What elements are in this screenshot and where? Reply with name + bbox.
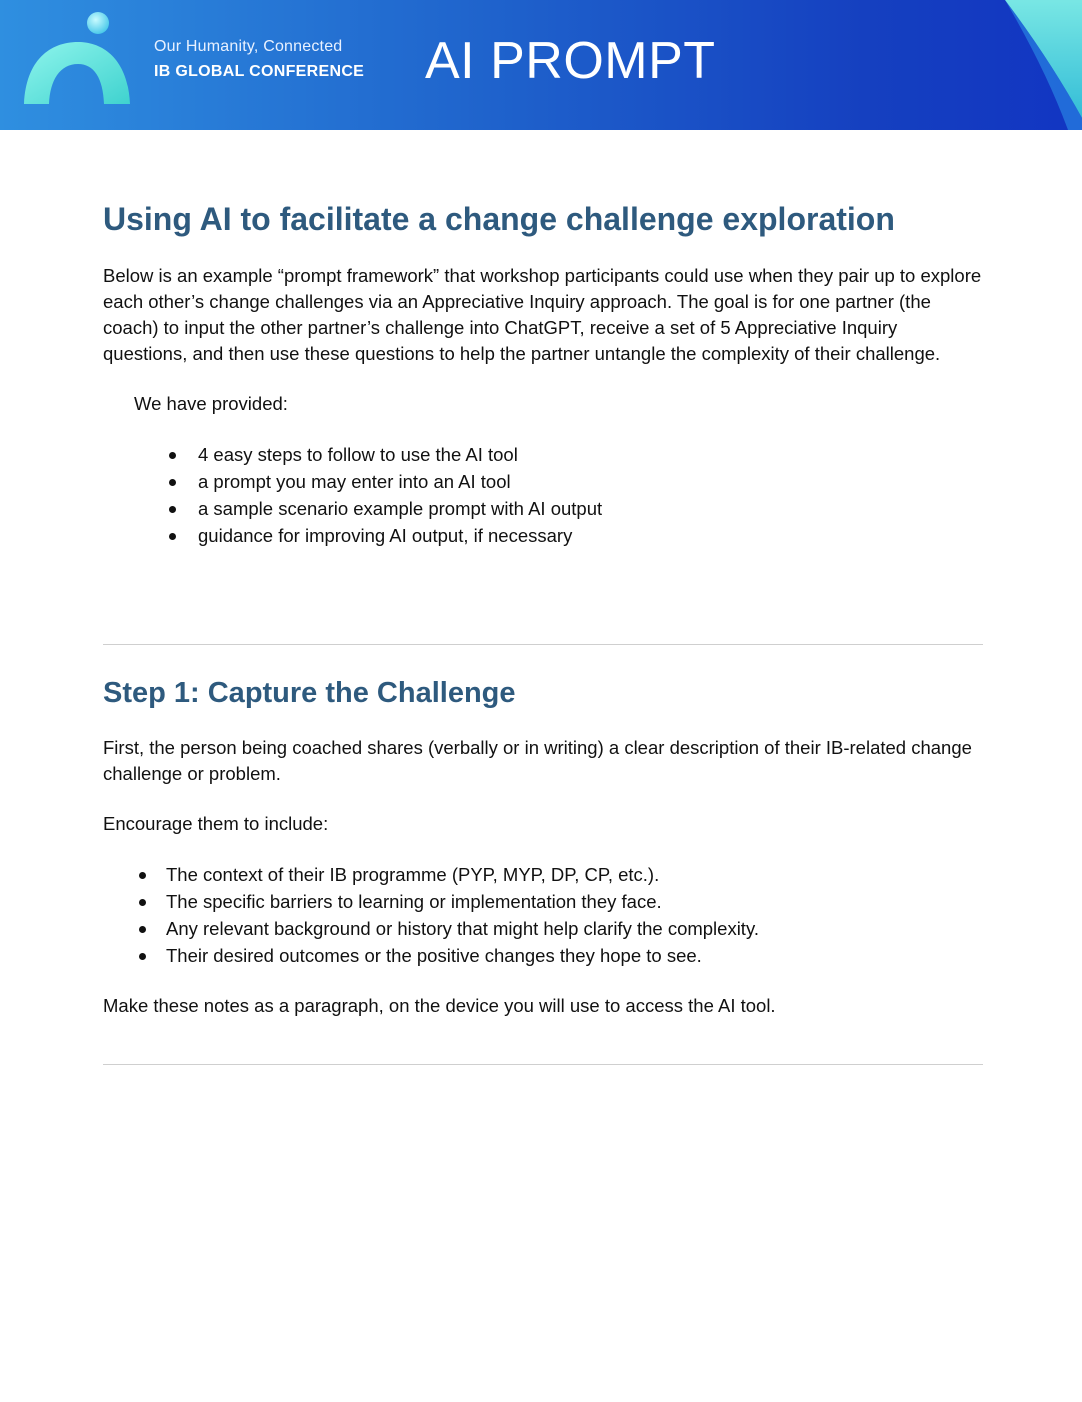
- org-name: IB GLOBAL CONFERENCE: [154, 63, 365, 80]
- list-item: a prompt you may enter into an AI tool: [198, 468, 983, 495]
- section-divider: [103, 644, 983, 645]
- step-1-title: Step 1: Capture the Challenge: [103, 677, 516, 709]
- list-item: guidance for improving AI output, if necessary: [198, 522, 983, 549]
- provided-label: We have provided:: [134, 393, 288, 414]
- intro-paragraph: Below is an example “prompt framework” that workshop participants could use when they pair up to explore each other’s change challenges via an Appreciative Inquiry approach. The goal is for one partner (the coach) to input the other partner’s challenge into ChatGPT, receive a set of 5 Appreciative Inquiry questions, and then use these questions to help the partner untangle the complexity of their challenge.: [103, 265, 982, 364]
- encourage-list: [166, 861, 983, 969]
- step-1-intro: First, the person being coached shares (verbally or in writing) a clear description of their IB-related change challenge or problem.: [103, 737, 972, 784]
- header-banner: [0, 0, 1082, 130]
- list-item: The specific barriers to learning or implementation they face.: [166, 888, 983, 915]
- list-item: Any relevant background or history that might help clarify the complexity.: [166, 915, 983, 942]
- list-item: Their desired outcomes or the positive changes they hope to see.: [166, 942, 983, 969]
- notes-paragraph: Make these notes as a paragraph, on the device you will use to access the AI tool.: [103, 995, 776, 1016]
- org-tagline: Our Humanity, Connected: [154, 38, 343, 55]
- list-item: The context of their IB programme (PYP, MYP, DP, CP, etc.).: [166, 861, 983, 888]
- section-divider: [103, 1064, 983, 1065]
- list-item: a sample scenario example prompt with AI output: [198, 495, 983, 522]
- list-item: 4 easy steps to follow to use the AI tool: [198, 441, 983, 468]
- encourage-label: Encourage them to include:: [103, 813, 329, 834]
- banner-title: AI PROMPT: [425, 32, 716, 90]
- document-body: [103, 195, 983, 1065]
- conference-logo-icon: [20, 8, 135, 108]
- provided-list: [198, 441, 983, 549]
- page-title: Using AI to facilitate a change challenge exploration: [103, 201, 895, 237]
